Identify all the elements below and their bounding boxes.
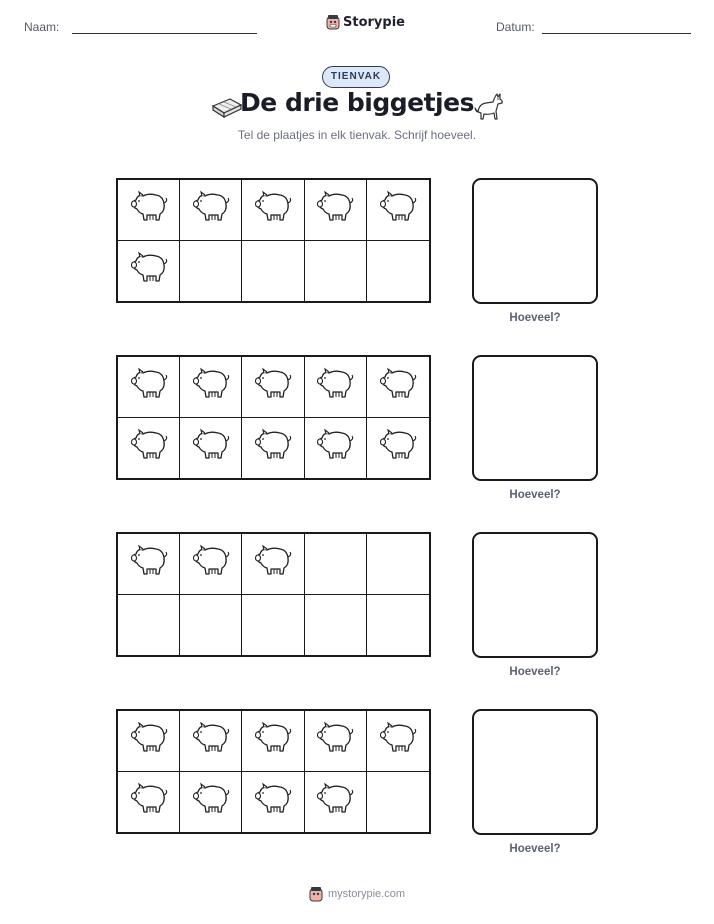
pig-icon	[252, 542, 294, 585]
frame-cell	[305, 534, 367, 595]
frame-cell	[367, 772, 429, 833]
pig-icon	[128, 542, 170, 585]
date-line[interactable]	[542, 33, 691, 34]
pig-icon	[190, 188, 232, 231]
frame-cell	[180, 180, 242, 241]
brand	[326, 14, 405, 30]
frame-cell	[118, 711, 180, 772]
page-title: De drie biggetjes	[240, 88, 474, 117]
pig-icon	[252, 780, 294, 823]
answer-box-4[interactable]	[472, 709, 598, 835]
pig-icon	[128, 719, 170, 762]
ten-frame-1	[116, 178, 431, 303]
frame-cell	[180, 534, 242, 595]
frame-cell	[242, 418, 304, 479]
frame-cell	[180, 772, 242, 833]
frame-cell	[118, 418, 180, 479]
answer-label-1: Hoeveel?	[509, 312, 561, 324]
pig-icon	[252, 188, 294, 231]
pig-icon	[128, 365, 170, 408]
pig-icon	[252, 426, 294, 469]
category-badge: TIENVAK	[322, 66, 390, 88]
pig-icon	[314, 780, 356, 823]
frame-cell	[305, 180, 367, 241]
frame-cell	[180, 241, 242, 302]
pig-icon	[377, 719, 419, 762]
answer-label-2: Hoeveel?	[509, 489, 561, 501]
pig-icon	[377, 426, 419, 469]
answer-label-4: Hoeveel?	[509, 843, 561, 855]
brand-name: Storypie	[343, 14, 405, 30]
name-line[interactable]	[72, 33, 257, 34]
frame-cell	[118, 241, 180, 302]
frame-cell	[242, 180, 304, 241]
pig-icon	[377, 365, 419, 408]
answer-box-2[interactable]	[472, 355, 598, 481]
pig-icon	[190, 719, 232, 762]
storypie-logo-icon	[326, 14, 340, 30]
frame-cell	[242, 772, 304, 833]
frame-cell	[118, 595, 180, 656]
pig-icon	[128, 249, 170, 292]
frame-cell	[242, 534, 304, 595]
frame-cell	[367, 357, 429, 418]
frame-cell	[242, 595, 304, 656]
frame-cell	[305, 595, 367, 656]
storypie-logo-icon	[309, 886, 323, 902]
frame-cell	[305, 357, 367, 418]
instructions: Tel de plaatjes in elk tienvak. Schrijf hoeveel.	[237, 128, 477, 142]
answer-box-1[interactable]	[472, 178, 598, 304]
frame-cell	[180, 711, 242, 772]
frame-cell	[305, 241, 367, 302]
pig-icon	[128, 780, 170, 823]
ten-frame-3	[116, 532, 431, 657]
frame-cell	[305, 418, 367, 479]
footer	[0, 886, 714, 902]
frame-cell	[118, 180, 180, 241]
frame-cell	[367, 180, 429, 241]
answer-label-3: Hoeveel?	[509, 666, 561, 678]
pig-icon	[252, 719, 294, 762]
pig-icon	[252, 365, 294, 408]
ten-frame-2	[116, 355, 431, 480]
pig-icon	[314, 365, 356, 408]
pig-icon	[190, 426, 232, 469]
frame-cell	[305, 772, 367, 833]
frame-cell	[305, 711, 367, 772]
frame-cell	[367, 595, 429, 656]
footer-url: mystorypie.com	[327, 888, 406, 900]
answer-box-3[interactable]	[472, 532, 598, 658]
frame-cell	[180, 418, 242, 479]
pig-icon	[190, 542, 232, 585]
ten-frame-4	[116, 709, 431, 834]
frame-cell	[367, 418, 429, 479]
frame-cell	[367, 241, 429, 302]
frame-cell	[367, 534, 429, 595]
frame-cell	[118, 357, 180, 418]
pig-icon	[314, 426, 356, 469]
pig-icon	[128, 426, 170, 469]
pig-icon	[314, 188, 356, 231]
frame-cell	[180, 595, 242, 656]
name-label: Naam:	[24, 20, 60, 34]
pig-icon	[128, 188, 170, 231]
frame-cell	[242, 711, 304, 772]
frame-cell	[367, 711, 429, 772]
frame-cell	[118, 772, 180, 833]
pig-icon	[377, 188, 419, 231]
frame-cell	[118, 534, 180, 595]
frame-cell	[180, 357, 242, 418]
pig-icon	[190, 365, 232, 408]
frame-cell	[242, 241, 304, 302]
frame-cell	[242, 357, 304, 418]
pig-icon	[314, 719, 356, 762]
pig-icon	[190, 780, 232, 823]
wolf-icon	[470, 88, 506, 124]
date-label: Datum:	[496, 20, 535, 34]
